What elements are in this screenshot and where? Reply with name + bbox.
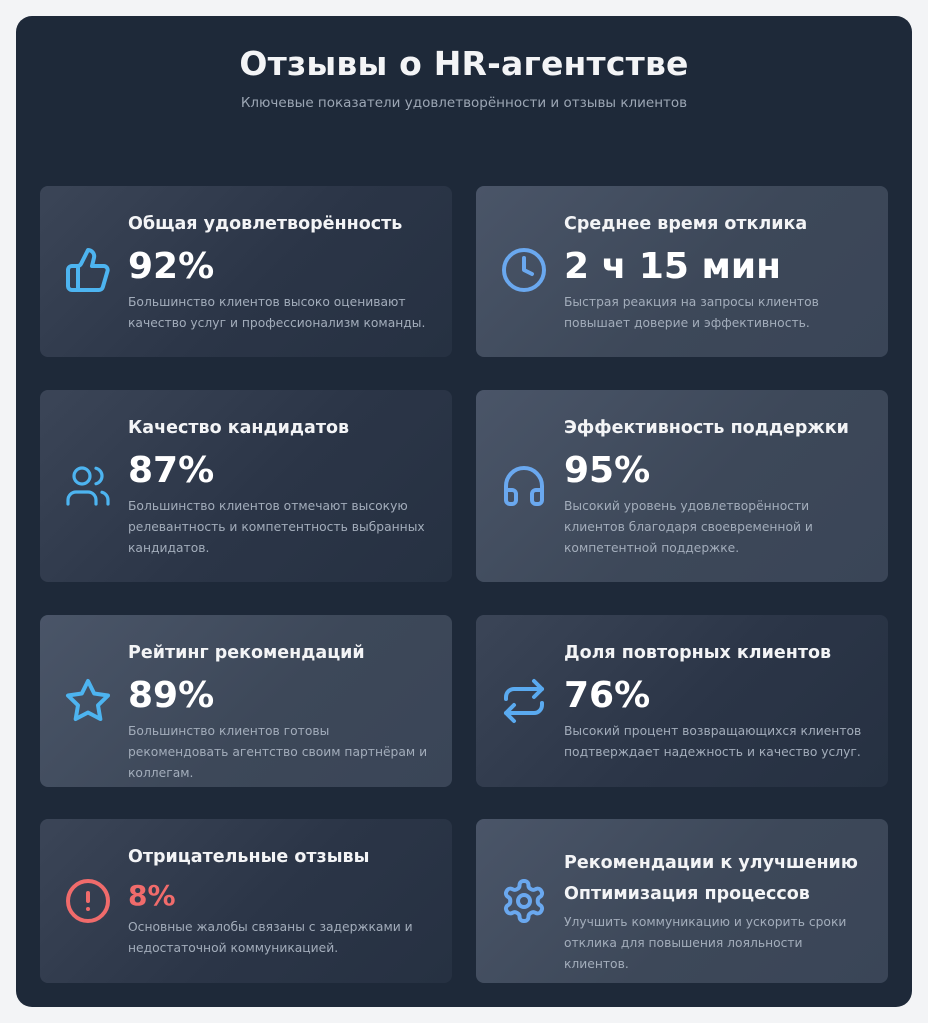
card-value: 2 ч 15 мин xyxy=(564,246,781,287)
alert-circle-icon xyxy=(64,877,112,925)
card-description: Улучшить коммуникацию и ускорить сроки отклика для повышения лояльности клиентов. xyxy=(564,915,847,971)
card-value: 76% xyxy=(564,675,651,716)
headset-icon xyxy=(500,462,548,510)
card-value: 92% xyxy=(128,246,215,287)
card-title: Рейтинг рекомендаций xyxy=(128,643,365,663)
card-title: Доля повторных клиентов xyxy=(564,643,832,663)
card-title: Качество кандидатов xyxy=(128,418,350,438)
card-support-efficiency xyxy=(476,390,888,582)
clock-icon xyxy=(500,246,548,294)
card-subtitle: Оптимизация процессов xyxy=(564,884,810,904)
page-subtitle: Ключевые показатели удовлетворённости и отзывы клиентов xyxy=(240,95,688,111)
card-description: Высокий процент возвращающихся клиентов подтверждает надежность и качество услуг. xyxy=(564,724,862,759)
card-improvement-recommendations xyxy=(476,819,888,983)
card-description: Быстрая реакция на запросы клиентов повышает доверие и эффективность. xyxy=(564,295,819,330)
feedback-panel xyxy=(16,16,912,1007)
card-recommendation-rating xyxy=(40,615,452,787)
page-title: Отзывы о HR-агентстве xyxy=(239,44,689,83)
card-description: Большинство клиентов готовы рекомендовать агентство своим партнёрам и коллегам. xyxy=(128,724,428,780)
card-description: Большинство клиентов отмечают высокую релевантность и компетентность выбранных кандидатов. xyxy=(128,499,425,555)
card-description: Высокий уровень удовлетворённости клиентов благодаря своевременной и компетентной поддержке. xyxy=(564,499,813,555)
card-negative-feedback xyxy=(40,819,452,983)
users-icon xyxy=(64,462,112,510)
card-repeat-clients xyxy=(476,615,888,787)
card-description: Основные жалобы связаны с задержками и недостаточной коммуникацией. xyxy=(128,920,413,955)
thumbs-up-icon xyxy=(64,246,112,294)
card-title: Среднее время отклика xyxy=(564,214,808,234)
card-value: 87% xyxy=(128,450,215,491)
card-title: Рекомендации к улучшению xyxy=(564,853,858,873)
card-response-time xyxy=(476,186,888,357)
card-value: 95% xyxy=(564,450,651,491)
card-description: Большинство клиентов высоко оценивают качество услуг и профессионализм команды. xyxy=(128,295,426,330)
repeat-icon xyxy=(500,677,548,725)
card-value: 8% xyxy=(128,879,176,912)
gear-icon xyxy=(500,877,548,925)
card-title: Отрицательные отзывы xyxy=(128,847,370,867)
card-overall-satisfaction xyxy=(40,186,452,357)
card-value: 89% xyxy=(128,675,215,716)
card-title: Эффективность поддержки xyxy=(564,418,849,438)
card-title: Общая удовлетворённость xyxy=(128,214,403,234)
star-icon xyxy=(64,677,112,725)
card-candidate-quality xyxy=(40,390,452,582)
